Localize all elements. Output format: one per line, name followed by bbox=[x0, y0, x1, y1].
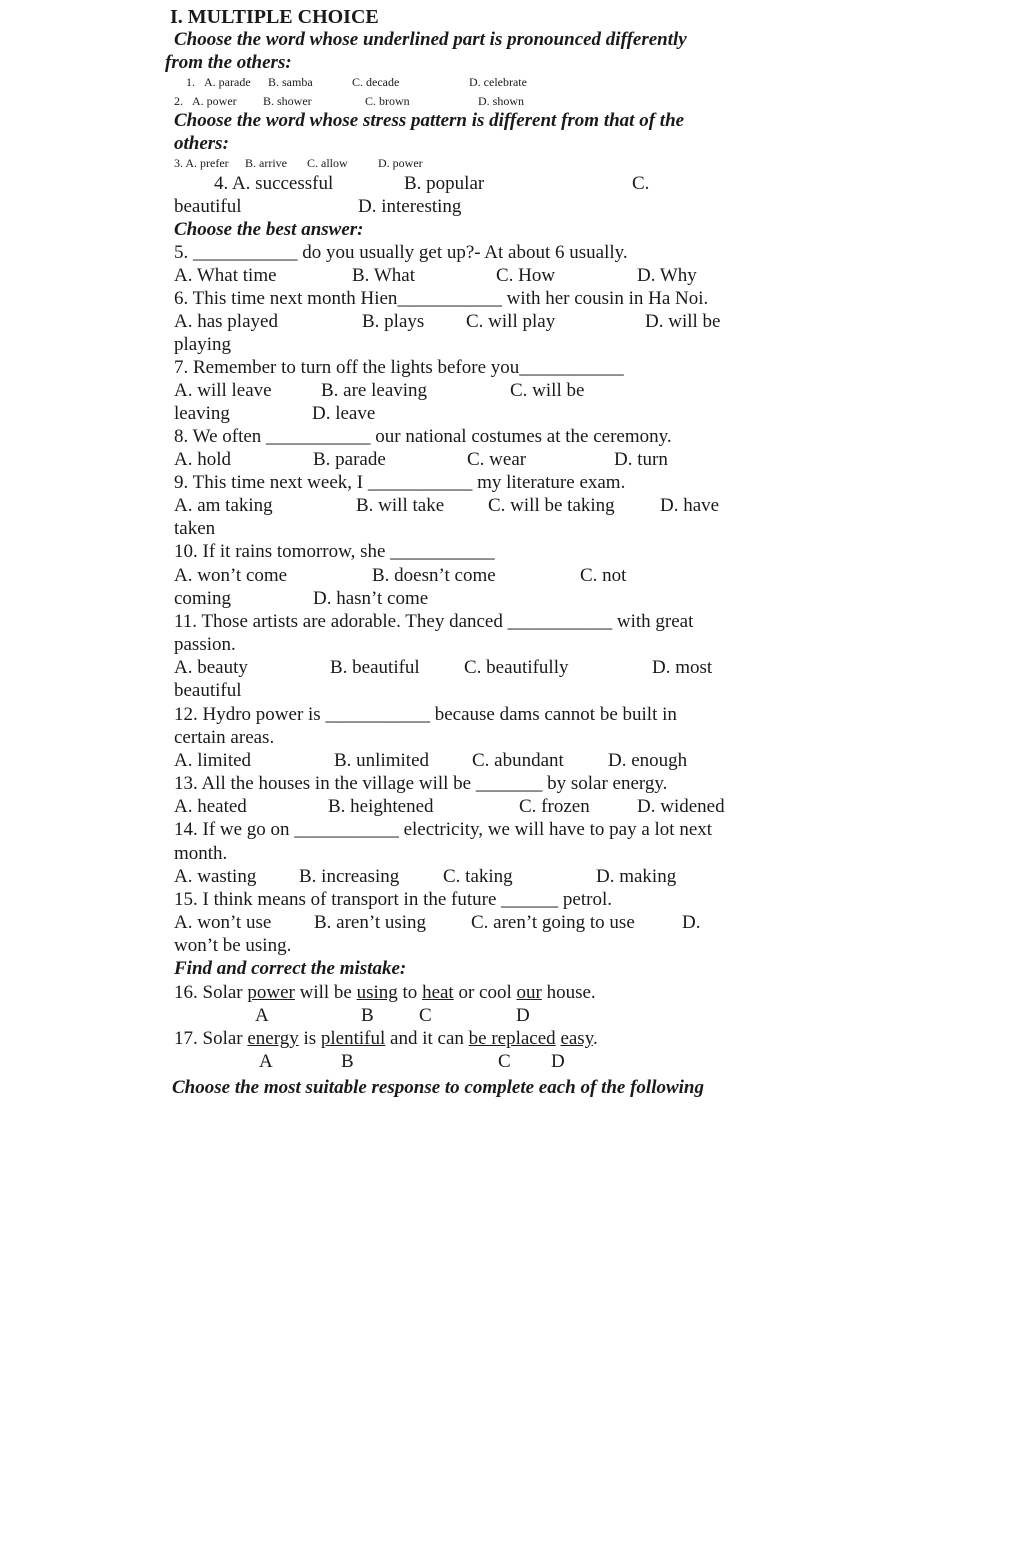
q11-option-a: A. beauty bbox=[174, 657, 248, 678]
q15-stem-end: petrol. bbox=[562, 889, 612, 910]
q1-option-b: B. samba bbox=[268, 75, 313, 89]
q16-label-b: B bbox=[361, 1005, 374, 1026]
q13-option-d: D. widened bbox=[637, 796, 725, 817]
q15-option-d: D. bbox=[682, 912, 701, 933]
instruction-pronunciation-cont: from the others: bbox=[165, 52, 292, 73]
q4-option-c-cont: beautiful bbox=[174, 196, 242, 217]
q16-text-2: will be bbox=[294, 982, 357, 1003]
q9-option-d-cont: taken bbox=[174, 518, 216, 539]
q7-option-c-cont: leaving bbox=[174, 403, 230, 424]
q10-option-b: B. doesn’t come bbox=[372, 565, 496, 586]
q1-option-a: A. parade bbox=[204, 75, 251, 89]
q13-stem-start: 13. All the houses in the village will be bbox=[174, 773, 472, 794]
q10-stem-start: 10. If it rains tomorrow, she bbox=[174, 541, 386, 562]
q7-option-b: B. are leaving bbox=[321, 380, 428, 401]
q11-option-b: B. beautiful bbox=[330, 657, 420, 678]
q14-blank: ___________ bbox=[294, 819, 399, 840]
q8-option-c: C. wear bbox=[467, 449, 527, 470]
q11-stem bbox=[174, 611, 693, 633]
cut-off-instruction bbox=[172, 1077, 737, 1098]
q12-option-c: C. abundant bbox=[472, 750, 564, 771]
q3-option-a: 3. A. prefer bbox=[174, 156, 229, 170]
q11-stem-end: with great bbox=[616, 611, 694, 632]
q16-text-3: to bbox=[397, 982, 423, 1003]
q5-stem-end: do you usually get up?- At about 6 usually. bbox=[302, 242, 628, 263]
cut-off-instruction-text: Choose the most suitable response to complete each of the following bbox=[172, 1077, 704, 1098]
q14-option-d: D. making bbox=[596, 866, 677, 887]
q2-option-d: D. shown bbox=[478, 94, 525, 108]
q2-option-c: C. brown bbox=[365, 94, 410, 108]
q2-option-b: B. shower bbox=[263, 94, 312, 108]
q9-stem bbox=[174, 472, 625, 494]
q7-option-d: D. leave bbox=[312, 403, 376, 424]
q16-underline-a: power bbox=[247, 982, 295, 1003]
q17-label-c: C bbox=[498, 1051, 511, 1072]
q3-option-c: C. allow bbox=[307, 156, 348, 170]
q11-stem-cont: passion. bbox=[174, 634, 236, 655]
q17-text-2: is bbox=[298, 1028, 321, 1049]
q14-stem-start: 14. If we go on bbox=[174, 819, 290, 840]
instruction-stress: Choose the word whose stress pattern is different from that of the bbox=[174, 110, 685, 131]
q9-blank: ___________ bbox=[367, 472, 473, 493]
q8-blank: ___________ bbox=[266, 426, 371, 447]
q16-label-d: D bbox=[516, 1005, 530, 1026]
q12-stem bbox=[174, 704, 677, 726]
q17-label-b: B bbox=[341, 1051, 354, 1072]
q8-option-a: A. hold bbox=[174, 449, 231, 470]
q6-stem-start: 6. This time next month Hien bbox=[174, 288, 398, 309]
q17-underline-c: be replaced bbox=[468, 1028, 556, 1049]
q2-number: 2. bbox=[174, 94, 183, 108]
q5-blank: ___________ bbox=[193, 242, 298, 263]
q5-option-d: D. Why bbox=[637, 265, 697, 286]
q16-underline-d: our bbox=[516, 982, 542, 1003]
q14-option-a: A. wasting bbox=[174, 866, 257, 887]
q9-option-a: A. am taking bbox=[174, 495, 273, 516]
q1-option-d: D. celebrate bbox=[469, 75, 527, 89]
q8-stem bbox=[174, 426, 672, 448]
q5-option-b: B. What bbox=[352, 265, 415, 286]
q10-option-a: A. won’t come bbox=[174, 565, 288, 586]
q12-option-d: D. enough bbox=[608, 750, 688, 771]
q9-stem-start: 9. This time next week, I bbox=[174, 472, 364, 493]
q1-option-c: C. decade bbox=[352, 75, 400, 89]
q17-underline-a: energy bbox=[247, 1028, 299, 1049]
q16-sentence bbox=[174, 982, 596, 1004]
q11-stem-start: 11. Those artists are adorable. They danced bbox=[174, 611, 503, 632]
q6-stem-end: with her cousin in Ha Noi. bbox=[506, 288, 709, 309]
q5-stem bbox=[174, 242, 628, 264]
q3-option-b: B. arrive bbox=[245, 156, 287, 170]
q16-underline-b: using bbox=[356, 982, 398, 1003]
q6-blank: ___________ bbox=[397, 288, 502, 309]
q15-blank: ______ bbox=[501, 889, 559, 910]
q17-text-1: 17. Solar bbox=[174, 1028, 248, 1049]
q4-option-d: D. interesting bbox=[358, 196, 462, 217]
instruction-stress-cont: others: bbox=[174, 133, 229, 154]
q4-option-a: 4. A. successful bbox=[214, 173, 334, 194]
q9-option-d: D. have bbox=[660, 495, 720, 516]
q14-stem-end: electricity, we will have to pay a lot next bbox=[403, 819, 713, 840]
q8-stem-start: 8. We often bbox=[174, 426, 262, 447]
q15-option-d-cont: won’t be using. bbox=[174, 935, 292, 956]
q17-text-3: and it can bbox=[385, 1028, 469, 1049]
q8-stem-end: our national costumes at the ceremony. bbox=[375, 426, 672, 447]
q5-option-a: A. What time bbox=[174, 265, 277, 286]
q9-option-c: C. will be taking bbox=[488, 495, 615, 516]
q2-option-a: A. power bbox=[192, 94, 237, 108]
instruction-pronunciation: Choose the word whose underlined part is pronounced differently bbox=[174, 29, 687, 50]
q7-stem bbox=[174, 357, 624, 379]
q17-text-5: . bbox=[592, 1028, 598, 1049]
q14-option-b: B. increasing bbox=[299, 866, 400, 887]
q5-option-c: C. How bbox=[496, 265, 556, 286]
q16-text-5: house. bbox=[541, 982, 596, 1003]
q14-stem bbox=[174, 819, 712, 841]
q8-option-d: D. turn bbox=[614, 449, 668, 470]
q3-option-d: D. power bbox=[378, 156, 423, 170]
q17-underline-b: plentiful bbox=[320, 1028, 386, 1049]
q1-number: 1. bbox=[186, 75, 195, 89]
q15-option-a: A. won’t use bbox=[174, 912, 272, 933]
q10-option-c: C. not bbox=[580, 565, 627, 586]
q7-blank: ___________ bbox=[519, 357, 624, 378]
q11-option-c: C. beautifully bbox=[464, 657, 569, 678]
q6-option-d: D. will be bbox=[645, 311, 721, 332]
q17-underline-d: easy bbox=[560, 1028, 593, 1049]
q16-label-c: C bbox=[419, 1005, 432, 1026]
q15-option-c: C. aren’t going to use bbox=[471, 912, 635, 933]
q10-stem bbox=[174, 541, 495, 563]
q11-blank: ___________ bbox=[507, 611, 613, 632]
q6-option-a: A. has played bbox=[174, 311, 278, 332]
q6-option-b: B. plays bbox=[362, 311, 425, 332]
q8-option-b: B. parade bbox=[313, 449, 386, 470]
q6-option-c: C. will play bbox=[466, 311, 556, 332]
q12-stem-cont: certain areas. bbox=[174, 727, 275, 748]
q4-option-b: B. popular bbox=[404, 173, 485, 194]
q15-option-b: B. aren’t using bbox=[314, 912, 427, 933]
q10-option-c-cont: coming bbox=[174, 588, 231, 609]
q14-option-c: C. taking bbox=[443, 866, 513, 887]
q7-option-a: A. will leave bbox=[174, 380, 272, 401]
q6-stem bbox=[174, 288, 708, 310]
q16-text-1: 16. Solar bbox=[174, 982, 248, 1003]
q13-option-a: A. heated bbox=[174, 796, 247, 817]
q16-text-4: or cool bbox=[453, 982, 517, 1003]
q16-underline-c: heat bbox=[422, 982, 454, 1003]
q9-option-b: B. will take bbox=[356, 495, 445, 516]
q9-stem-end: my literature exam. bbox=[477, 472, 626, 493]
q4-option-c: C. bbox=[632, 173, 650, 194]
q12-option-b: B. unlimited bbox=[334, 750, 429, 771]
q15-stem-start: 15. I think means of transport in the future bbox=[174, 889, 497, 910]
q14-stem-cont: month. bbox=[174, 843, 228, 864]
instruction-best-answer: Choose the best answer: bbox=[174, 219, 364, 240]
q12-stem-start: 12. Hydro power is bbox=[174, 704, 321, 725]
q16-label-a: A bbox=[255, 1005, 269, 1026]
q13-stem bbox=[174, 773, 667, 795]
q13-option-c: C. frozen bbox=[519, 796, 590, 817]
q7-stem-start: 7. Remember to turn off the lights before you bbox=[174, 357, 520, 378]
q7-option-c: C. will be bbox=[510, 380, 585, 401]
q12-stem-end: because dams cannot be built in bbox=[434, 704, 677, 725]
q11-option-d: D. most bbox=[652, 657, 713, 678]
q13-option-b: B. heightened bbox=[328, 796, 434, 817]
q17-sentence bbox=[174, 1028, 598, 1050]
q13-blank: _______ bbox=[475, 773, 543, 794]
q10-option-d: D. hasn’t come bbox=[313, 588, 429, 609]
q6-option-d-cont: playing bbox=[174, 334, 231, 355]
q15-stem bbox=[174, 889, 612, 911]
q17-label-d: D bbox=[551, 1051, 565, 1072]
q13-stem-end: by solar energy. bbox=[547, 773, 668, 794]
section-title: I. MULTIPLE CHOICE bbox=[170, 6, 379, 28]
q10-blank: ___________ bbox=[390, 541, 495, 562]
instruction-find-mistake: Find and correct the mistake: bbox=[174, 958, 407, 979]
q17-label-a: A bbox=[259, 1051, 273, 1072]
q11-option-d-cont: beautiful bbox=[174, 680, 242, 701]
q12-option-a: A. limited bbox=[174, 750, 252, 771]
q5-stem-start: 5. bbox=[174, 242, 189, 263]
q12-blank: ___________ bbox=[325, 704, 430, 725]
